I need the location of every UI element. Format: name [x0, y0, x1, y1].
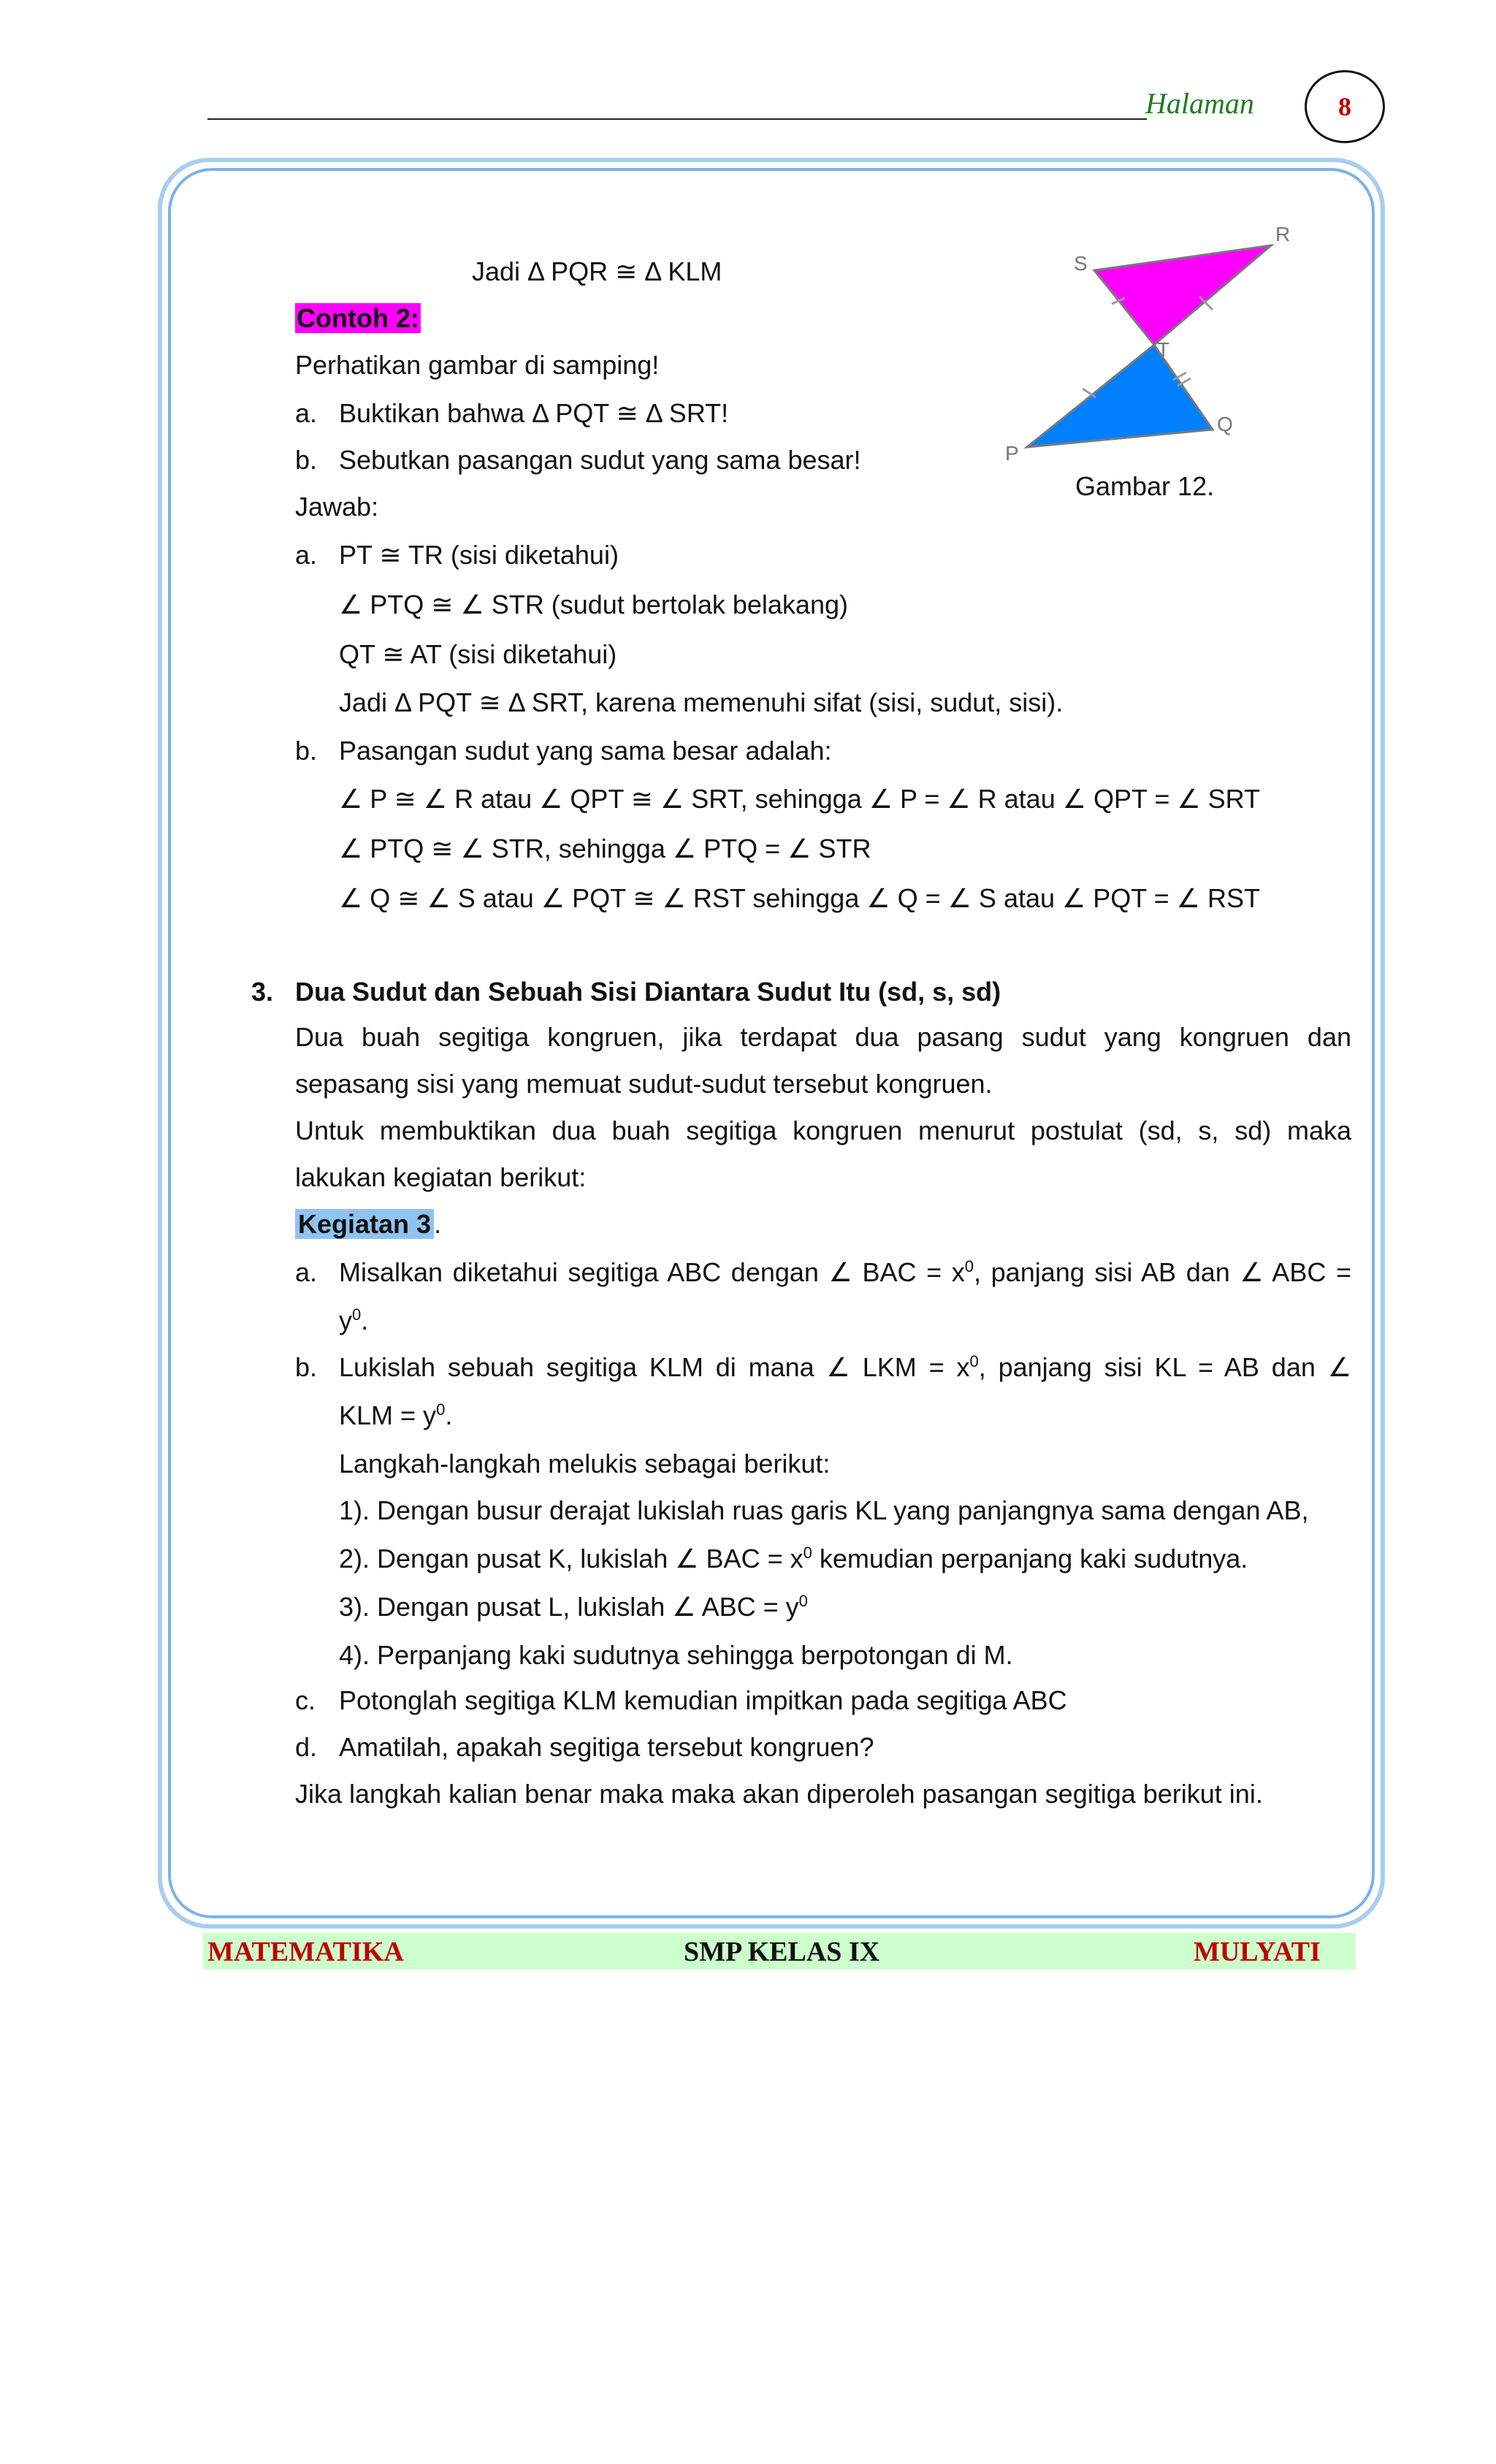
- section-number: 3.: [251, 977, 274, 1007]
- label-q: Q: [1217, 413, 1233, 435]
- kegiatan-b-line2: KLM = $y^0$.: [339, 1400, 453, 1430]
- figure-caption: Gambar 12.: [1075, 471, 1215, 501]
- header-rule: [207, 118, 1147, 120]
- answer-b-line3: ∠ PTQ ≅ ∠ STR, sehingga ∠ PTQ = ∠ STR: [339, 834, 871, 863]
- step-1: 1). Dengan busur derajat lukislah ruas garis KL yang panjangnya sama dengan AB,: [339, 1495, 1309, 1525]
- label-t: T: [1157, 338, 1170, 361]
- kegiatan-d: Amatilah, apakah segitiga tersebut kongruen?: [339, 1732, 874, 1762]
- triangle-srt: [1094, 245, 1271, 345]
- kegiatan-b-line1: Lukislah sebuah segitiga KLM di mana ∠ LKM = $x^0$, panjang sisi KL = AB dan ∠: [339, 1352, 1352, 1382]
- paragraph-2-line2: lakukan kegiatan berikut:: [295, 1162, 587, 1192]
- langkah-intro: Langkah-langkah melukis sebagai berikut:: [339, 1449, 831, 1479]
- contoh-highlight: Contoh 2:: [297, 303, 419, 333]
- header-label: Halaman: [1145, 87, 1254, 120]
- list-letter: b.: [295, 736, 318, 766]
- closing-text: Jika langkah kalian benar maka maka akan diperoleh pasangan segitiga berikut ini.: [295, 1779, 1263, 1809]
- paragraph-2-line1: Untuk membuktikan dua buah segitiga kongruen menurut postulat (sd, s, sd) maka: [295, 1115, 1351, 1145]
- footer-bar: [203, 1933, 1356, 1969]
- page-number-badge: [1305, 70, 1385, 143]
- kegiatan-c: Potonglah segitiga KLM kemudian impitkan pada segitiga ABC: [339, 1685, 1067, 1715]
- contoh-heading: [295, 302, 421, 335]
- footer-author: MULYATI: [1194, 1937, 1321, 1967]
- list-letter: a.: [295, 540, 318, 570]
- answer-b-line2: ∠ P ≅ ∠ R atau ∠ QPT ≅ ∠ SRT, sehingga ∠ P = ∠ R atau ∠ QPT = ∠ SRT: [339, 784, 1261, 814]
- triangle-pqt: [1027, 345, 1213, 447]
- text-perhatikan: Perhatikan gambar di samping!: [295, 350, 660, 380]
- text-jadi-pqr: Jadi Δ PQR ≅ Δ KLM: [472, 256, 722, 286]
- question-b: Sebutkan pasangan sudut yang sama besar!: [339, 445, 861, 475]
- label-p: P: [1005, 442, 1019, 465]
- list-letter: d.: [295, 1732, 318, 1762]
- step-3: 3). Dengan pusat L, lukislah ∠ ABC = $y^0$: [339, 1592, 808, 1622]
- text-jawab: Jawab:: [295, 492, 379, 522]
- kegiatan-a-line1: Misalkan diketahui segitiga ABC dengan ∠ BAC = $x^0$, panjang sisi AB dan ∠ ABC =: [339, 1257, 1351, 1287]
- answer-a-line2: ∠ PTQ ≅ ∠ STR (sudut bertolak belakang): [339, 590, 848, 619]
- answer-a-line1: PT ≅ TR (sisi diketahui): [339, 540, 619, 570]
- step-2: 2). Dengan pusat K, lukislah ∠ BAC = $x^0$ kemudian perpanjang kaki sudutnya.: [339, 1544, 1248, 1574]
- paragraph-1-line1: Dua buah segitiga kongruen, jika terdapat dua pasang sudut yang kongruen dan: [295, 1022, 1351, 1052]
- list-letter: c.: [295, 1685, 316, 1715]
- paragraph-1-line2: sepasang sisi yang memuat sudut-sudut tersebut kongruen.: [295, 1069, 993, 1099]
- footer-class: SMP KELAS IX: [684, 1937, 880, 1967]
- answer-b-line4: ∠ Q ≅ ∠ S atau ∠ PQT ≅ ∠ RST sehingga ∠ Q = ∠ S atau ∠ PQT = ∠ RST: [339, 883, 1260, 913]
- answer-b-line1: Pasangan sudut yang sama besar adalah:: [339, 736, 832, 766]
- page-number: 8: [1338, 92, 1351, 121]
- question-a: Buktikan bahwa Δ PQT ≅ Δ SRT!: [339, 398, 729, 428]
- list-letter: b.: [295, 1352, 318, 1382]
- section-title: Dua Sudut dan Sebuah Sisi Diantara Sudut Itu (sd, s, sd): [295, 977, 1001, 1007]
- list-letter: a.: [295, 398, 318, 428]
- label-r: R: [1275, 223, 1291, 245]
- answer-a-line3: QT ≅ AT (sisi diketahui): [339, 639, 617, 669]
- answer-a-line4: Jadi Δ PQT ≅ Δ SRT, karena memenuhi sifat (sisi, sudut, sisi).: [339, 687, 1064, 717]
- list-letter: a.: [295, 1257, 318, 1287]
- kegiatan-a-line2: $y^0$.: [339, 1305, 369, 1335]
- kegiatan-highlight: Kegiatan 3: [295, 1209, 434, 1239]
- step-4: 4). Perpanjang kaki sudutnya sehingga berpotongan di M.: [339, 1640, 1013, 1670]
- label-s: S: [1074, 252, 1088, 275]
- list-letter: b.: [295, 445, 318, 475]
- footer-subject: MATEMATIKA: [207, 1937, 404, 1967]
- triangle-figure: [1001, 218, 1308, 466]
- kegiatan-heading: Kegiatan 3 .: [295, 1208, 441, 1240]
